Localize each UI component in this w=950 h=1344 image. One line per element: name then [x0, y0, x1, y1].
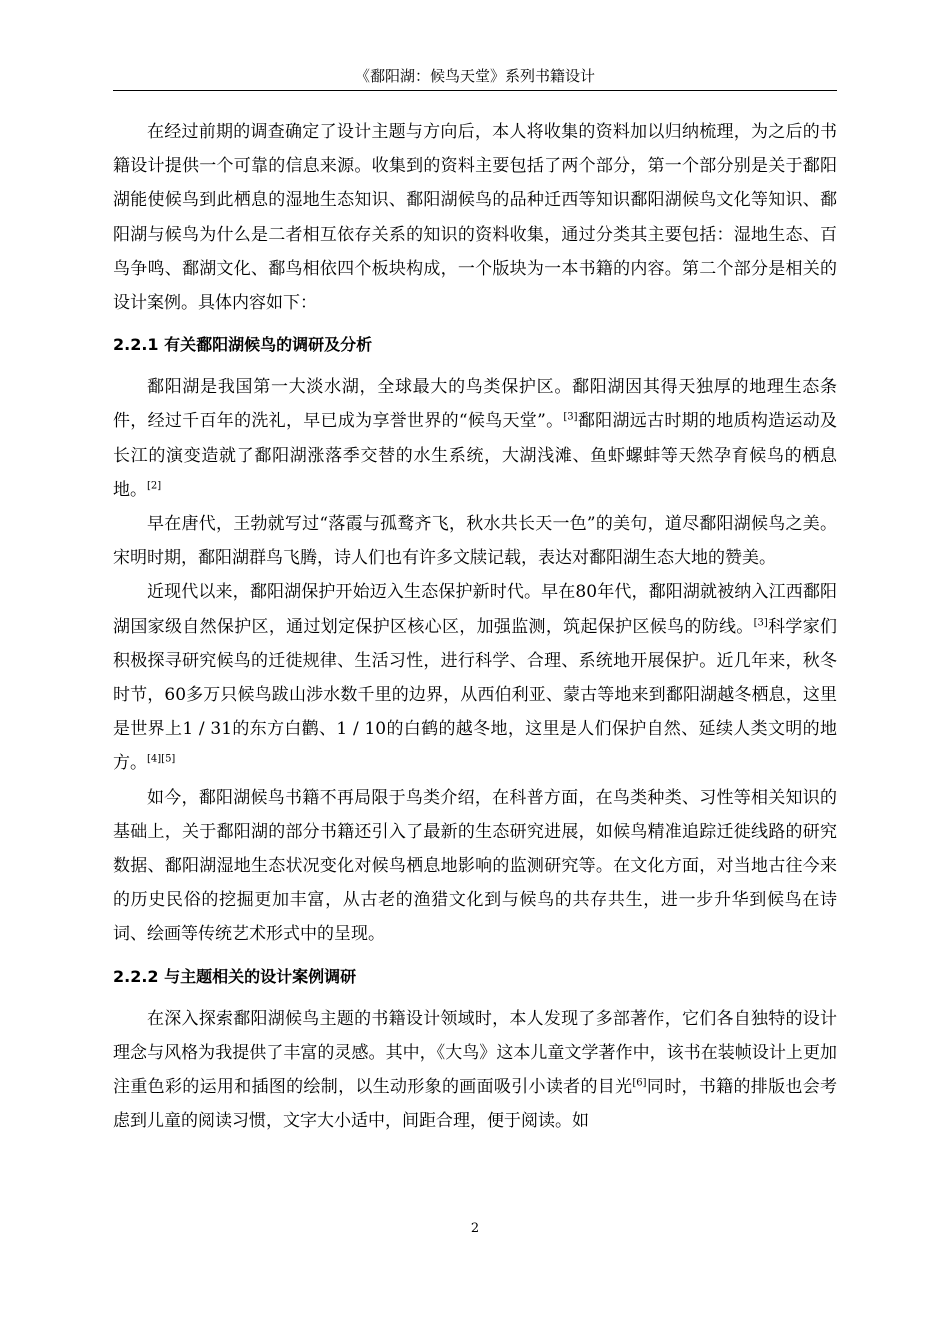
running-header: 《鄱阳湖：候鸟天堂》系列书籍设计 — [354, 67, 595, 85]
paragraph-text: 鄱阳湖是我国第一大淡水湖，全球最大的鸟类保护区。鄱阳湖因其得天独厚的地理生态条件，经过千百年的洗礼，早已成为享誉世界的“候鸟天堂”。 — [113, 377, 837, 432]
paragraph-text: 鄱阳湖远古时期的地质构造运动及长江的演变造就了鄱阳湖涨落季交替的水生系统，大湖浅滩、鱼虾螺蚌等天然孕育候鸟的栖息地。 — [113, 411, 838, 500]
citation-link[interactable]: [3] — [753, 616, 768, 628]
intro-paragraph: 在经过前期的调查确定了设计主题与方向后，本人将收集的资料加以归纳梳理，为之后的书籍设计提供一个可靠的信息来源。收集到的资料主要包括了两个部分，第一个部分别是关于鄱阳湖能使候鸟到此栖息的湿地生态知识、鄱阳湖候鸟的品种迁西等知识鄱阳湖候鸟文化等知识、鄱阳湖与候鸟为什么是二者相互依存关系的知识的资料收集，通过分类其主要包括：湿地生态、百鸟争鸣、鄱湖文化、鄱鸟相依四个板块构成，一个版块为一本书籍的内容。第二个部分是相关的设计案例。具体内容如下： — [113, 122, 837, 314]
history-paragraph: 早在唐代，王勃就写过“落霞与孤鹜齐飞，秋水共长天一色”的美句，道尽鄱阳湖候鸟之美。宋明时期，鄱阳湖群鸟飞腾，诗人们也有许多文牍记载，表达对鄱阳湖生态大地的赞美。 — [113, 514, 837, 569]
header-rule — [113, 90, 837, 91]
paragraph-text: 近现代以来，鄱阳湖保护开始迈入生态保护新时代。早在80年代，鄱阳湖就被纳入江西鄱阳湖国家级自然保护区，通过划定保护区核心区，加强监测，筑起保护区候鸟的防线。 — [113, 582, 837, 637]
paragraph-text: 在深入探索鄱阳湖候鸟主题的书籍设计领域时，本人发现了多部著作，它们各自独特的设计理念与风格为我提供了丰富的灵感。其中，《大鸟》这本儿童文学著作中，该书在装帧设计上更加注重色彩的运用和插图的绘制，以生动形象的画面吸引小读者的目光 — [113, 1008, 837, 1098]
citation-link[interactable]: [2] — [147, 480, 162, 492]
paragraph-text: 科学家们积极探寻研究候鸟的迁徙规律、生活习性，进行科学、合理、系统地开展保护。近几年来，秋冬时节，60多万只候鸟跋山涉水数千里的边界，从西伯利亚、蒙古等地来到鄱阳湖越冬栖息，这里是世界上1 / 31的东方白鹳、1 / 10的白鹤的越冬地，这里是人们保护自然、延续人类文明的地方。 — [113, 616, 838, 774]
design-case-paragraph — [113, 1002, 837, 1139]
paragraph-text: 同时，书籍的排版也会考虑到儿童的阅读习惯，文字大小适中，间距合理，便于阅读。如 — [113, 1077, 838, 1132]
protection-paragraph — [113, 575, 837, 780]
lake-overview-paragraph — [113, 370, 837, 507]
citation-link[interactable]: [6] — [632, 1077, 647, 1089]
citation-link[interactable]: [3] — [563, 411, 578, 423]
page-number: 2 — [470, 1221, 480, 1236]
citation-link[interactable]: [4][5] — [147, 753, 176, 765]
books-today-paragraph: 如今，鄱阳湖候鸟书籍不再局限于鸟类介绍，在科普方面，在鸟类种类、习性等相关知识的基础上，关于鄱阳湖的部分书籍还引入了最新的生态研究进展，如候鸟精准追踪迁徙线路的研究数据、鄱阳湖湿地生态状况变化对候鸟栖息地影响的监测研究等。在文化方面，对当地古往今来的历史民俗的挖掘更加丰富，从古老的渔猎文化到与候鸟的共存共生，进一步升华到候鸟在诗词、绘画等传统艺术形式中的呈现。 — [113, 787, 837, 945]
section-heading-2-2-1: 2.2.1 有关鄱阳湖候鸟的调研及分析 — [113, 335, 373, 355]
body-content — [113, 115, 837, 1138]
section-heading-2-2-2: 2.2.2 与主题相关的设计案例调研 — [113, 966, 357, 986]
